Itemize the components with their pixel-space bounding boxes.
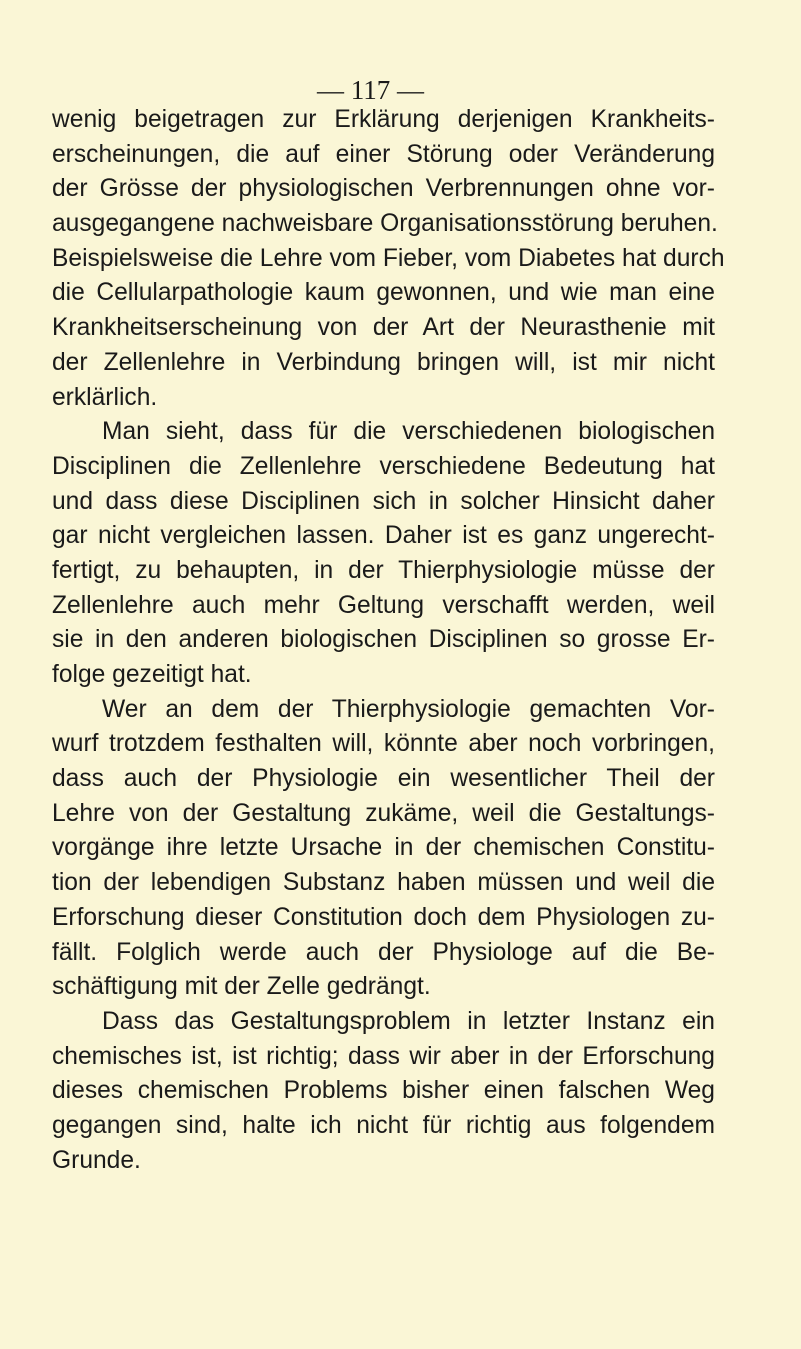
text-line: Lehre von der Gestaltung zukäme, weil die Gestaltungs- xyxy=(52,799,715,827)
paragraph xyxy=(52,693,715,1005)
text-line: Erforschung dieser Constitution doch dem Physiologen zu- xyxy=(52,903,715,931)
text-line: Krankheitserscheinung von der Art der Neurasthenie mit xyxy=(52,314,715,342)
text-line: sie in den anderen biologischen Disciplinen so grosse Er- xyxy=(52,626,715,654)
text-line: wurf trotzdem festhalten will, könnte aber noch vorbringen, xyxy=(52,730,715,758)
text-line: Zellenlehre auch mehr Geltung verschafft werden, weil xyxy=(52,591,715,619)
text-line: fällt. Folglich werde auch der Physiologe auf die Be- xyxy=(52,938,715,966)
text-line: Beispielsweise die Lehre vom Fieber, vom Diabetes hat durch xyxy=(52,244,725,272)
text-line: ausgegangene nachweisbare Organisationsstörung beruhen. xyxy=(52,210,718,238)
text-line: vorgänge ihre letzte Ursache in der chemischen Constitu- xyxy=(52,834,715,862)
text-line: erklärlich. xyxy=(52,383,158,411)
text-line: wenig beigetragen zur Erklärung derjenigen Krankheits- xyxy=(52,106,715,133)
text-line: Dass das Gestaltungsproblem in letzter Instanz ein xyxy=(102,1007,715,1035)
paragraph xyxy=(52,415,715,693)
text-line: folge gezeitigt hat. xyxy=(52,661,252,688)
text-line: chemisches ist, ist richtig; dass wir aber in der Erforschung xyxy=(52,1042,715,1070)
text-line: der Zellenlehre in Verbindung bringen will, ist mir nicht xyxy=(52,348,715,376)
text-line: Disciplinen die Zellenlehre verschiedene Bedeutung hat xyxy=(52,452,715,480)
text-line: Wer an dem der Thierphysiologie gemachten Vor- xyxy=(102,695,715,723)
text-line: gegangen sind, halte ich nicht für richtig aus folgendem xyxy=(52,1111,715,1139)
text-line: erscheinungen, die auf einer Störung oder Veränderung xyxy=(52,140,715,168)
text-line: dass auch der Physiologie ein wesentlicher Theil der xyxy=(52,765,715,793)
paragraph xyxy=(52,103,725,415)
text-line: Grunde. xyxy=(52,1146,141,1174)
text-line: dieses chemischen Problems bisher einen falschen Weg xyxy=(52,1077,715,1105)
paragraph xyxy=(52,1005,715,1178)
text-line: Man sieht, dass für die verschiedenen biologischen xyxy=(102,418,715,446)
body-text xyxy=(52,103,725,1178)
text-line: tion der lebendigen Substanz haben müssen und weil die xyxy=(52,869,715,897)
text-line: die Cellularpathologie kaum gewonnen, und wie man eine xyxy=(52,279,715,307)
page-number: — 117 — xyxy=(317,75,424,105)
text-line: und dass diese Disciplinen sich in solcher Hinsicht daher xyxy=(52,487,715,515)
text-line: schäftigung mit der Zelle gedrängt. xyxy=(52,973,431,1001)
text-line: gar nicht vergleichen lassen. Daher ist es ganz ungerecht- xyxy=(52,522,715,550)
text-line: fertigt, zu behaupten, in der Thierphysiologie müsse der xyxy=(52,556,715,584)
text-line: der Grösse der physiologischen Verbrennungen ohne vor- xyxy=(52,175,715,203)
